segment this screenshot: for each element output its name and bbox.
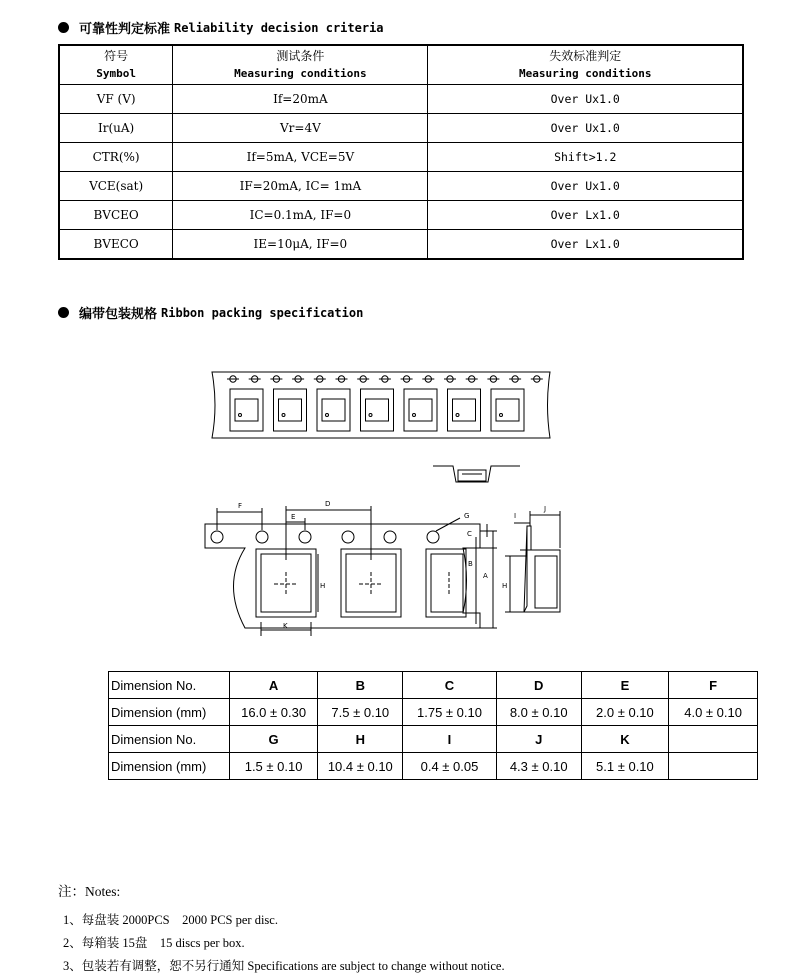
dim-name: I [403,726,497,753]
dim-label-no: Dimension No. [109,672,230,699]
dim-name: C [403,672,497,699]
label-g: G [464,512,470,520]
packing-title-en: Ribbon packing specification [161,305,364,320]
cell-symbol: BVCEO [59,201,173,230]
reliability-title-en: Reliability decision criteria [174,20,384,35]
tape-pocket-inner [279,399,302,421]
packing-title-cn: 编带包装规格 [79,307,158,322]
dim-value: 1.75 ± 0.10 [403,699,497,726]
note-item: 2、每箱装 15盘 15 discs per box. [63,936,245,950]
header-symbol: 符号 Symbol [59,45,173,85]
dim-name: K [581,726,669,753]
dim-name: E [581,672,669,699]
dim-value [669,753,758,780]
cell-criteria: Over Ux1.0 [428,172,743,201]
dim-label-no: Dimension No. [109,726,230,753]
note-item: 1、每盘装 2000PCS 2000 PCS per disc. [63,913,278,927]
pin-dot [413,414,416,417]
label-f: F [238,502,243,510]
cell-criteria: Over Lx1.0 [428,230,743,260]
dim-name: B [318,672,403,699]
cell-condition: IC=0.1mA, IF=0 [173,201,428,230]
table-row [109,672,758,699]
dim-value: 8.0 ± 0.10 [496,699,581,726]
cell-condition: IF=20mA, IC= 1mA [173,172,428,201]
table-row [109,753,758,780]
dim-value: 16.0 ± 0.30 [229,699,318,726]
dim-name: G [229,726,318,753]
dim-value: 1.5 ± 0.10 [229,753,318,780]
dim-value: 0.4 ± 0.05 [403,753,497,780]
label-c: C [467,530,472,538]
reliability-title-cn: 可靠性判定标准 [79,22,171,37]
label-a: A [483,572,488,580]
label-k: K [283,622,288,630]
label-d: D [325,500,331,508]
cell-criteria: Over Ux1.0 [428,114,743,143]
table-row [109,726,758,753]
dim-name: H [318,726,403,753]
tape-profile-small [433,466,520,482]
notes-section [58,880,505,978]
cell-criteria: Over Ux1.0 [428,85,743,114]
label-h: H [320,582,326,590]
dim-name: F [669,672,758,699]
dim-label-mm: Dimension (mm) [109,753,230,780]
dimension-table [108,671,758,780]
pin-dot [239,414,242,417]
cell-condition: Vr=4V [173,114,428,143]
cell-criteria: Shift>1.2 [428,143,743,172]
cell-symbol: CTR(%) [59,143,173,172]
cell-criteria: Over Lx1.0 [428,201,743,230]
dim-value: 2.0 ± 0.10 [581,699,669,726]
tape-top-view [212,372,550,438]
dim-value: 4.0 ± 0.10 [669,699,758,726]
label-e: E [291,513,296,521]
label-b: B [468,560,473,568]
notes-title: 注：Notes: [58,884,121,899]
label-i: I [514,512,517,520]
label-j: J [544,505,547,513]
tape-pocket-inner [496,399,519,421]
dim-value: 5.1 ± 0.10 [581,753,669,780]
pin-dot [369,414,372,417]
tape-pocket-inner [322,399,345,421]
header-criteria: 失效标准判定 Measuring conditions [428,45,743,85]
dim-name: D [496,672,581,699]
tape-detail-view [205,506,497,636]
header-conditions: 测试条件 Measuring conditions [173,45,428,85]
cell-condition: If=20mA [173,85,428,114]
dim-value: 4.3 ± 0.10 [496,753,581,780]
dim-label-mm: Dimension (mm) [109,699,230,726]
dim-name [669,726,758,753]
dim-value: 7.5 ± 0.10 [318,699,403,726]
cell-symbol: VF (V) [59,85,173,114]
table-row [109,699,758,726]
tape-side-section [505,511,560,612]
note-item: 3、包装若有调整，恕不另行通知 Specifications are subject to change without notice. [63,959,505,973]
label-h-side: H [502,582,508,590]
tape-pocket-inner [453,399,476,421]
dim-name: A [229,672,318,699]
tape-pocket-inner [235,399,258,421]
pin-dot [282,414,285,417]
cell-symbol: Ir(uA) [59,114,173,143]
cell-symbol: VCE(sat) [59,172,173,201]
pin-dot [456,414,459,417]
cell-symbol: BVECO [59,230,173,260]
cell-condition: IE=10μA, IF=0 [173,230,428,260]
pin-dot [500,414,503,417]
dim-name: J [496,726,581,753]
cell-condition: If=5mA, VCE=5V [173,143,428,172]
dim-value: 10.4 ± 0.10 [318,753,403,780]
tape-pocket-inner [366,399,389,421]
pin-dot [326,414,329,417]
tape-pocket-inner [409,399,432,421]
